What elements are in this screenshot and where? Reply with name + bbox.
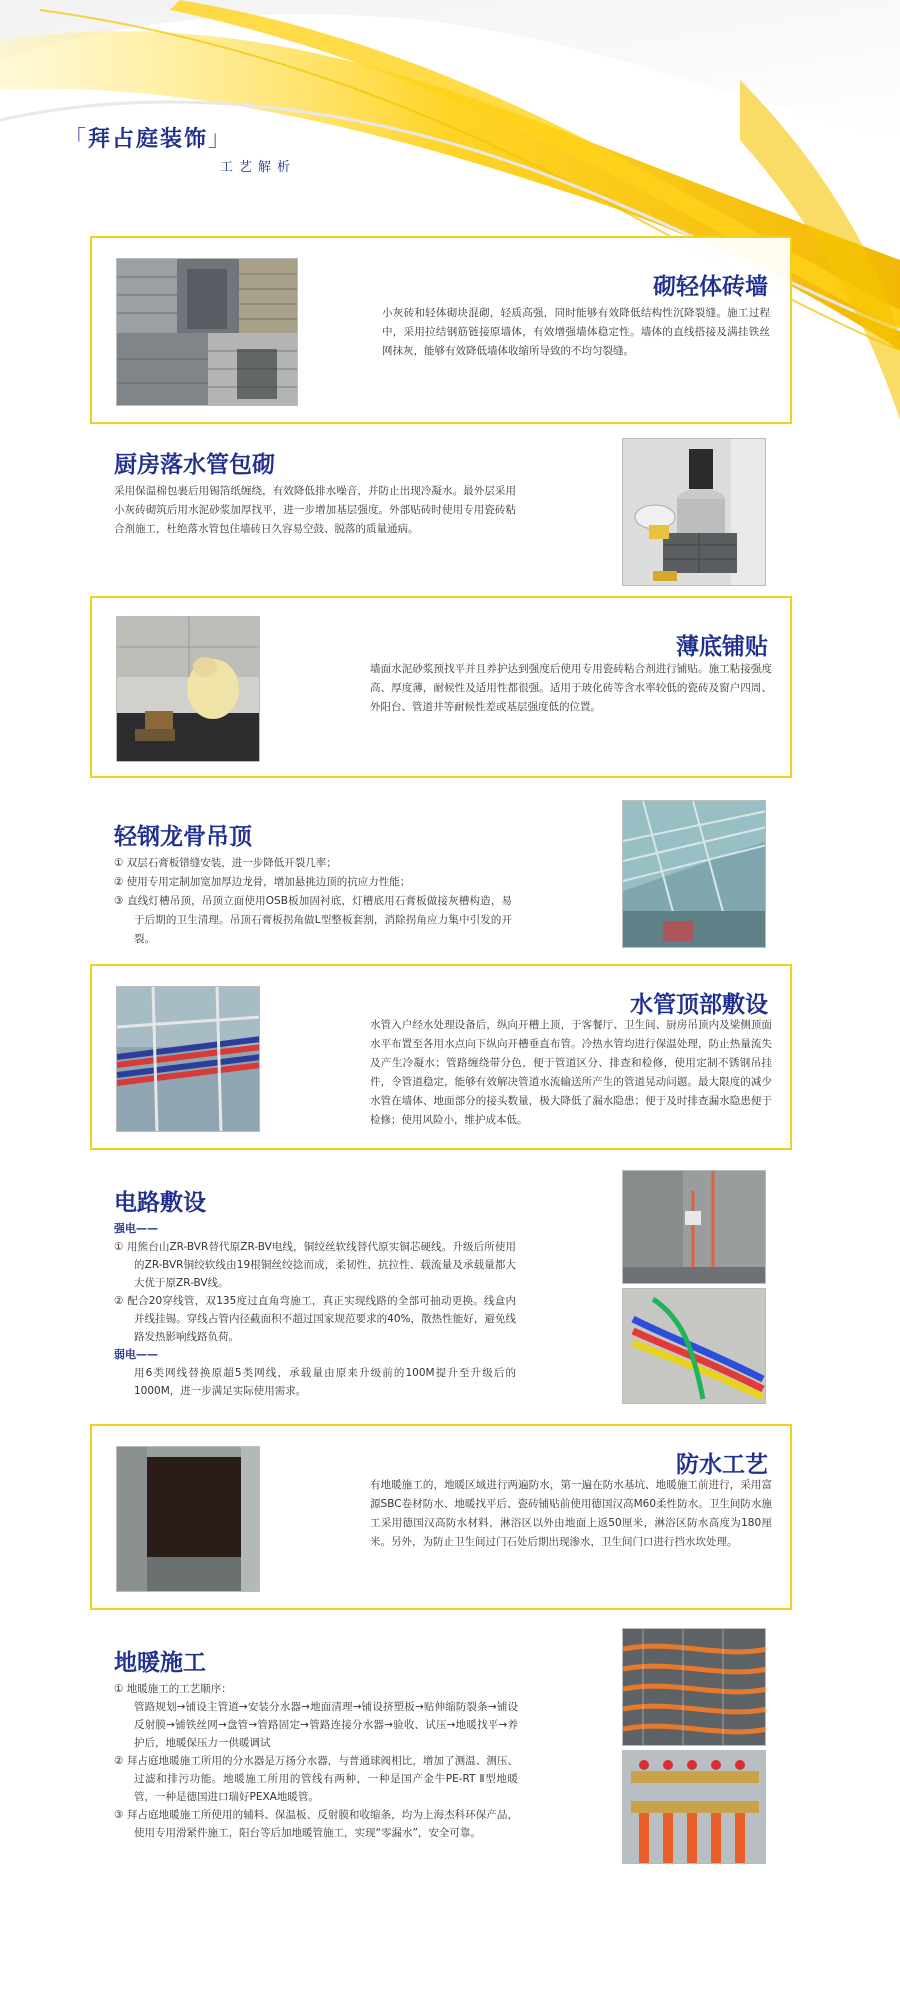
section-title-kitchen: 厨房落水管包砌 xyxy=(114,452,275,478)
electrical-photo-wires xyxy=(622,1288,766,1404)
section-thin-tiling xyxy=(90,596,792,778)
section-title-water-pipe: 水管顶部敷设 xyxy=(630,992,768,1018)
section-waterproof xyxy=(90,1424,792,1610)
heating-photo-manifold xyxy=(622,1750,766,1864)
section-text-kitchen: 采用保温棉包裹后用锡箔纸缠绕，有效降低排水噪音，并防止出现冷凝水。最外层采用小灰砖砌筑后用水泥砂浆加厚找平，进一步增加基层强度。外部贴砖时使用专用瓷砖粘合剂施工，杜绝落水管包住墙砖日久容易空鼓、脱落的质量通病。 xyxy=(114,485,516,535)
section-title-ceiling: 轻钢龙骨吊顶 xyxy=(114,824,252,850)
bracket-open: 「 xyxy=(64,127,89,152)
section-title-waterproof: 防水工艺 xyxy=(676,1452,768,1478)
section-title-brick: 砌轻体砖墙 xyxy=(653,274,768,300)
brand-name: 拜占庭装饰 xyxy=(88,127,209,152)
kitchen-pipe-photo xyxy=(622,438,766,586)
heating-item: ② 拜占庭地暖施工所用的分水器是万扬分水器，与普通球阀相比，增加了测温、测压、过滤和排污功能。地暖施工所用的管线有两种，一种是国产金牛PE-RT Ⅱ型地暖管，一种是德国进口瑞好PEXA地暖管。 xyxy=(114,1755,518,1803)
section-kitchen-pipe xyxy=(114,438,784,588)
section-text-brick: 小灰砖和轻体砌块混砌，轻质高强，同时能够有效降低结构性沉降裂缝。施工过程中，采用拉结钢筋链接原墙体，有效增强墙体稳定性。墙体的直线搭接及满挂铁丝网抹灰，能够有效降低墙体收缩所导致的不均匀裂缝。 xyxy=(382,307,770,357)
thin-tiling-photo xyxy=(116,616,260,762)
heating-item: ① 地暖施工的工艺顺序： xyxy=(114,1683,232,1695)
heating-photo-pipes xyxy=(622,1628,766,1746)
section-water-pipe xyxy=(90,964,792,1150)
water-pipe-photo xyxy=(116,986,260,1132)
strong-current-item: ① 用熊台山ZR-BVR替代原ZR-BV电线，铜绞丝软线替代原实铜芯硬线。升级后所使用的ZR-BVR铜绞软线由19根铜丝绞捻而成，柔韧性、抗拉性、载流量及承载量都大大优于原ZR-BV线。 xyxy=(114,1241,516,1289)
ceiling-list xyxy=(114,854,512,949)
section-brick-wall xyxy=(90,236,792,424)
ceiling-item: ② 使用专用定制加宽加厚边龙骨，增加悬挑边顶的抗应力性能； xyxy=(114,876,411,888)
section-title-tiling: 薄底铺贴 xyxy=(676,634,768,660)
heating-process: 管路规划→铺设主管道→安装分水器→地面清理→铺设挤塑板→贴伸缩防裂条→铺设反射膜→铺铁丝网→盘管→管路固定→管路连接分水器→验收、试压→地暖找平→养护后，地暖保压力一供暖调试 xyxy=(134,1701,518,1749)
section-title-electrical: 电路敷设 xyxy=(114,1190,206,1216)
ceiling-photo xyxy=(622,800,766,948)
header-subtitle: 工艺解析 xyxy=(220,160,297,175)
header xyxy=(64,122,297,175)
ceiling-item: ③ 直线灯槽吊顶，吊顶立面使用OSB板加固衬底，灯槽底用石膏板做接灰槽构造，易于后期的卫生清理。吊顶石膏板拐角做L型整板套割，消除拐角应力集中引发的开裂。 xyxy=(114,895,512,945)
brand-title xyxy=(64,122,232,153)
floor-heating-list xyxy=(114,1680,518,1842)
heating-item: ③ 拜占庭地暖施工所使用的辅料、保温板、反射膜和收缩条，均为上海杰科环保产品，使用专用滑紧件施工，阳台等后加地暖管施工，实现“零漏水”，安全可靠。 xyxy=(114,1809,518,1839)
section-text-tiling: 墙面水泥砂浆预找平并且养护达到强度后使用专用瓷砖粘合剂进行铺贴。施工粘接强度高、厚度薄，耐候性及适用性都很强。适用于玻化砖等含水率较低的瓷砖及窗户四周、外阳台、管道井等耐候性差或基层强度低的位置。 xyxy=(370,663,772,713)
electrical-photo-wall xyxy=(622,1170,766,1284)
waterproof-photo xyxy=(116,1446,260,1592)
section-title-floor-heating: 地暖施工 xyxy=(114,1650,206,1676)
section-text-water-pipe: 水管入户经水处理设备后，纵向开槽上顶，于客餐厅、卫生间、厨房吊顶内及梁侧顶面水平布置至各用水点向下纵向开槽垂直布管。冷热水管均进行保温处理，防止热量流失及产生冷凝水；管路缠绕带分色，便于管道区分、排查和检修，使用定制不锈钢吊挂件，令管道稳定，能够有效解决管道水流输送所产生的管道晃动问题。最大限度的减少水管在墙体、地面部分的接头数量，极大降低了漏水隐患；便于及时排查漏水隐患便于检修；使用风险小，维护成本低。 xyxy=(370,1019,772,1126)
strong-current-item: ② 配合20穿线管，双135度过直角弯施工，真正实现线路的全部可抽动更换。线盒内并线挂锡。穿线占管内径截面积不超过国家规范要求的40%，散热性能好，避免线路发热影响线路负荷。 xyxy=(114,1295,516,1343)
bracket-close: 」 xyxy=(208,127,233,152)
electrical-list xyxy=(114,1220,516,1400)
section-floor-heating xyxy=(114,1628,784,1878)
section-electrical xyxy=(114,1170,784,1410)
section-ceiling xyxy=(114,800,784,962)
brick-wall-photo xyxy=(116,258,298,406)
strong-current-label: 强电—— xyxy=(114,1222,158,1235)
weak-current-text: 用6类网线替换原超5类网线，承载量由原来升级前的100M提升至升级后的1000M，进一步满足实际使用需求。 xyxy=(134,1367,516,1397)
weak-current-label: 弱电—— xyxy=(114,1348,158,1361)
ceiling-item: ① 双层石膏板错缝安装，进一步降低开裂几率； xyxy=(114,857,337,869)
section-text-waterproof: 有地暖施工的，地暖区域进行两遍防水，第一遍在防水基坑、地暖施工前进行，采用富源SBC卷材防水、地暖找平后、瓷砖铺贴前使用德国汉高M60柔性防水。卫生间防水施工采用德国汉高防水材料，淋浴区以外由地面上返50厘米，淋浴区防水高度为180厘米。另外，为防止卫生间过门石处后期出现渗水，卫生间门口进行挡水坎处理。 xyxy=(370,1479,772,1548)
